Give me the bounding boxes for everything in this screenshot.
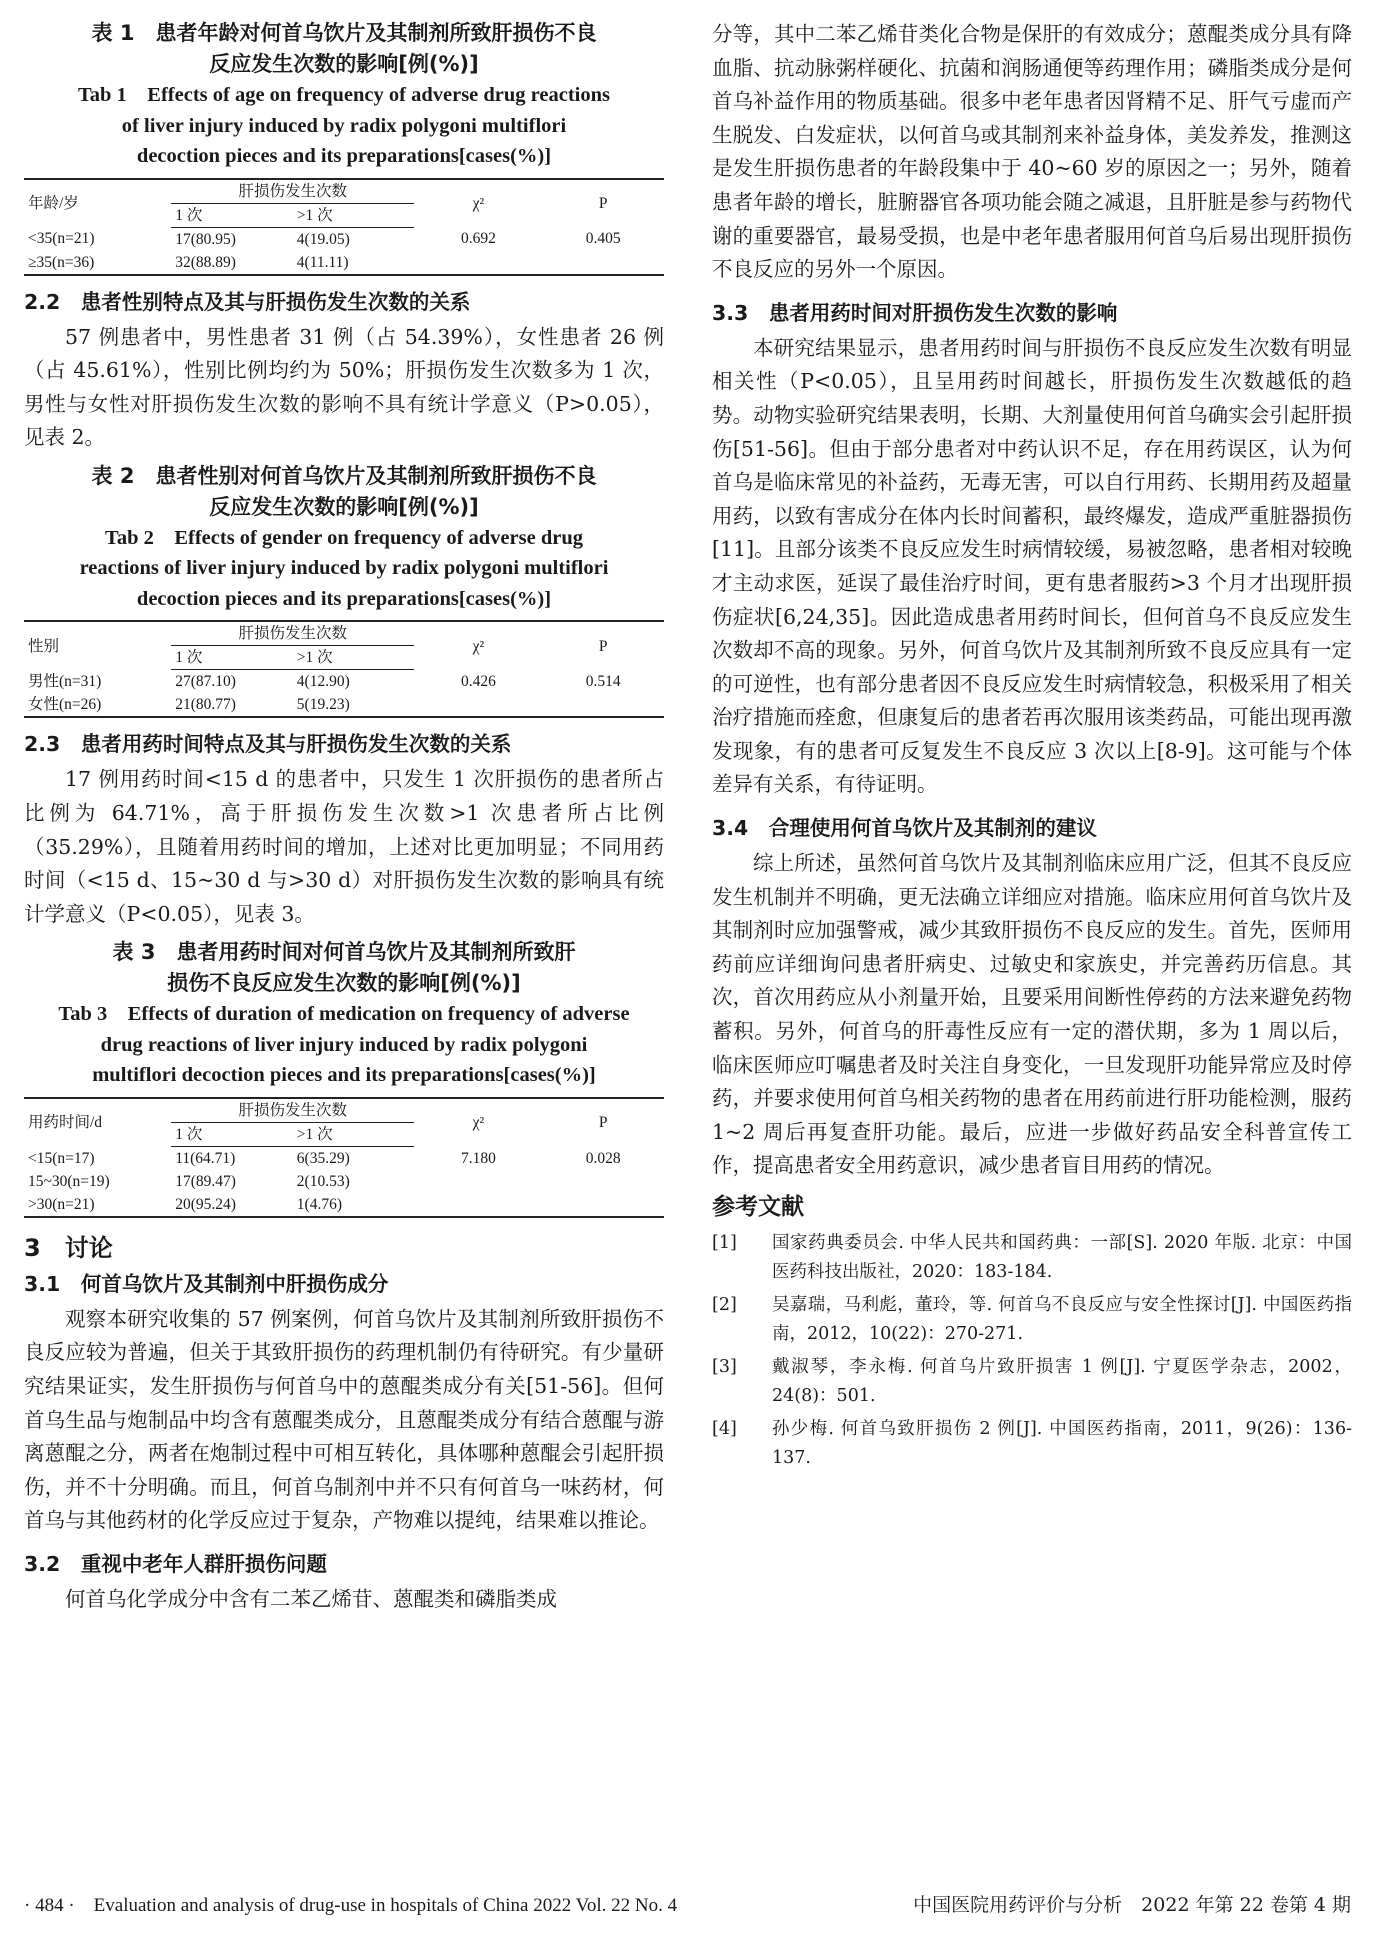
table3-header-span: 肝损伤发生次数 <box>171 1098 414 1123</box>
table1-header-2: >1 次 <box>293 203 415 227</box>
reference-number: [1] <box>712 1233 737 1253</box>
table-cell <box>414 251 542 275</box>
section-3-heading: 3 讨论 <box>24 1233 113 1262</box>
table2-caption-en-2: reactions of liver injury induced by radix polygoni multiflori <box>79 557 609 580</box>
table-cell <box>542 1170 664 1193</box>
table1-header-group: 年龄/岁 <box>24 179 171 228</box>
section-3-4-paragraph: 综上所述，虽然何首乌饮片及其制剂临床应用广泛，但其不良反应发生机制并不明确，更无法确立详细应对措施。临床应用何首乌饮片及其制剂时应加强警戒，减少其致肝损伤不良反应的发生。首先，医师用药前应详细询问患者肝病史、过敏史和家族史，并完善药历信息。其次，首次用药应从小剂量开始，且要采用间断性停药的方法来避免药物蓄积。另外，何首乌的肝毒性反应有一定的潜伏期，多为 1 周以后，临床医师应叮嘱患者及时关注自身变化，一旦发现肝功能异常应及时停药，并要求使用何首乌相关药物的患者在用药前进行肝功能检测，服药 1~2 周后再复查肝功能。最后，应进一步做好药品安全科普宣传工作，提高患者安全用药意识，减少患者盲目用药的情况。 <box>712 851 1352 1178</box>
table3-block <box>24 937 664 1218</box>
table-cell: 1(4.76) <box>293 1193 415 1217</box>
table3-caption-en-1: Tab 3 Effects of duration of medication on frequency of adverse <box>58 1003 630 1026</box>
table2-caption-en-3: decoction pieces and its preparations[cases(%)] <box>136 587 552 610</box>
table2-header-group: 性别 <box>24 621 171 670</box>
section-3-3-heading: 3.3 患者用药时间对肝损伤发生次数的影响 <box>712 300 1118 325</box>
table-cell: 20(95.24) <box>171 1193 293 1217</box>
table3-header-group: 用药时间/d <box>24 1098 171 1147</box>
table2-header-2: >1 次 <box>293 646 415 670</box>
reference-number: [3] <box>712 1357 737 1377</box>
table3-caption-cn-2: 损伤不良反应发生次数的影响[例(%)] <box>167 971 521 996</box>
section-2-3-paragraph: 17 例用药时间<15 d 的患者中，只发生 1 次肝损伤的患者所占比例为 64.71%，高于肝损伤发生次数>1 次患者所占比例（35.29%），且随着用药时间的增加，上述对比更加明显；不同用药时间（<15 d、15~30 d 与>30 d）对肝损伤发生次数的影响具有统计学意义（P<0.05），见表 3。 <box>24 767 664 926</box>
table-row <box>24 1146 664 1170</box>
table-cell <box>414 693 542 717</box>
table-cell: 27(87.10) <box>175 673 236 691</box>
table-cell: 4(11.11) <box>293 251 415 275</box>
table-row <box>24 693 664 717</box>
references-heading: 参考文献 <box>712 1194 804 1220</box>
table-cell: 0.692 <box>460 230 496 248</box>
table-cell: ≥35(n=36) <box>24 251 171 275</box>
table1-header-p: P <box>542 179 664 228</box>
section-3-1-heading: 3.1 何首乌饮片及其制剂中肝损伤成分 <box>24 1271 389 1296</box>
table-cell: 2(10.53) <box>296 1172 350 1190</box>
table3-caption-en-3: multiflori decoction pieces and its preparations[cases(%)] <box>92 1064 596 1087</box>
reference-item <box>712 1229 1352 1287</box>
section-2-2-heading: 2.2 患者性别特点及其与肝损伤发生次数的关系 <box>24 289 471 314</box>
table-cell: 17(80.95) <box>175 230 236 248</box>
page-footer <box>24 1890 1351 1920</box>
reference-number: [2] <box>712 1295 737 1315</box>
table-cell: 0.426 <box>460 673 496 691</box>
footer-journal-en: · 484 · Evaluation and analysis of drug-use in hospitals of China 2022 Vol. 22 No. 4 <box>24 1895 678 1916</box>
table-cell: 11(64.71) <box>175 1149 236 1167</box>
section-3-2-paragraph-cont: 分等，其中二苯乙烯苷类化合物是保肝的有效成分；蒽醌类成分具有降血脂、抗动脉粥样硬化、抗菌和润肠通便等药理作用；磷脂类成分是何首乌补益作用的物质基础。很多中老年患者因肾精不足、肝气亏虚而产生脱发、白发症状，以何首乌或其制剂来补益身体，美发养发，推测这是发生肝损伤患者的年龄段集中于 40~60 岁的原因之一；另外，随着患者年龄的增长，脏腑器官各项功能会随之减退，且肝脏是参与药物代谢的重要器官，最易受损，也是中老年患者服用何首乌后易出现肝损伤不良反应的另外一个原因。 <box>712 22 1352 282</box>
table1-caption-cn-1: 表 1 患者年龄对何首乌饮片及其制剂所致肝损伤不良 <box>91 21 597 45</box>
table-cell <box>542 251 664 275</box>
table-row <box>24 1170 664 1193</box>
table-cell: 0.028 <box>585 1149 621 1167</box>
table-cell: 32(88.89) <box>171 251 293 275</box>
table-cell: 17(89.47) <box>175 1172 236 1190</box>
table1-caption-en-2: of liver injury induced by radix polygoni multiflori <box>121 114 567 137</box>
reference-text: 国家药典委员会. 中华人民共和国药典：一部[S]. 2020 年版. 北京：中国医药科技出版社，2020：183-184. <box>772 1233 1352 1282</box>
table-cell: 7.180 <box>460 1149 496 1167</box>
table1-block <box>24 18 664 276</box>
table-cell: 21(80.77) <box>171 693 293 717</box>
references-list <box>712 1229 1352 1473</box>
table-cell: 4(12.90) <box>296 673 350 691</box>
section-2-3-heading: 2.3 患者用药时间特点及其与肝损伤发生次数的关系 <box>24 732 512 757</box>
right-column <box>712 18 1352 1477</box>
table-cell <box>414 1193 542 1217</box>
table2-header-p: P <box>542 621 664 670</box>
table1-header-1: 1 次 <box>171 203 293 227</box>
section-3-2-heading: 3.2 重视中老年人群肝损伤问题 <box>24 1552 327 1576</box>
table-cell: 15~30(n=19) <box>28 1172 110 1190</box>
table2-block <box>24 461 664 719</box>
table-row <box>24 1193 664 1217</box>
reference-item <box>712 1415 1352 1473</box>
table-cell: 0.405 <box>585 230 621 248</box>
footer-journal-cn: 中国医院用药评价与分析 2022 年第 22 卷第 4 期 <box>913 1894 1351 1916</box>
table2-caption-en-1: Tab 2 Effects of gender on frequency of adverse drug <box>105 526 583 549</box>
table2 <box>24 620 664 718</box>
table-cell <box>414 1170 542 1193</box>
table1-header-span: 肝损伤发生次数 <box>171 179 414 204</box>
table-cell: <35(n=21) <box>28 230 95 248</box>
table-cell: 5(19.23) <box>293 693 415 717</box>
reference-item <box>712 1353 1352 1411</box>
table2-caption-cn-2: 反应发生次数的影响[例(%)] <box>209 494 479 519</box>
table1 <box>24 178 664 276</box>
table1-caption-en-3: decoction pieces and its preparations[cases(%)] <box>136 145 552 167</box>
table-cell <box>542 693 664 717</box>
table-cell <box>542 1193 664 1217</box>
table1-caption-en-1: Tab 1 Effects of age on frequency of adverse drug reactions <box>77 84 610 106</box>
table2-header-span: 肝损伤发生次数 <box>171 621 414 646</box>
table1-header-chi: χ² <box>414 179 542 228</box>
table-cell: >30(n=21) <box>24 1193 171 1217</box>
section-3-2-paragraph-start: 何首乌化学成分中含有二苯乙烯苷、蒽醌类和磷脂类成 <box>65 1587 557 1611</box>
table3-header-p: P <box>542 1098 664 1147</box>
table1-caption-cn-2: 反应发生次数的影响[例(%)] <box>209 52 479 76</box>
table2-header-1: 1 次 <box>171 646 293 670</box>
table2-header-chi: χ² <box>414 621 542 670</box>
table2-caption-cn-1: 表 2 患者性别对何首乌饮片及其制剂所致肝损伤不良 <box>91 463 597 488</box>
table3-header-1: 1 次 <box>171 1122 293 1146</box>
table-cell: 女性(n=26) <box>24 693 171 717</box>
reference-text: 戴淑琴，李永梅. 何首乌片致肝损害 1 例[J]. 宁夏医学杂志，2002，24(8)：501. <box>772 1357 1352 1406</box>
table3-caption-cn-1: 表 3 患者用药时间对何首乌饮片及其制剂所致肝 <box>112 940 576 965</box>
section-3-1-paragraph: 观察本研究收集的 57 例案例，何首乌饮片及其制剂所致肝损伤不良反应较为普遍，但关于其致肝损伤的药理机制仍有待研究。有少量研究结果证实，发生肝损伤与何首乌中的蒽醌类成分有关[51-56]。但何首乌生品与炮制品中均含有蒽醌类成分，且蒽醌类成分有结合蒽醌与游离蒽醌之分，两者在炮制过程中可相互转化，具体哪种蒽醌会引起肝损伤，并不十分明确。而且，何首乌制剂中并不只有何首乌一味药材，何首乌与其他药材的化学反应过于复杂，产物难以提纯，结果难以推论。 <box>24 1306 664 1533</box>
section-3-3-paragraph: 本研究结果显示，患者用药时间与肝损伤不良反应发生次数有明显相关性（P<0.05），且呈用药时间越长，肝损伤发生次数越低的趋势。动物实验研究结果表明，长期、大剂量使用何首乌确实会引起肝损伤[51-56]。但由于部分患者对中药认识不足，存在用药误区，认为何首乌是临床常见的补益药，无毒无害，可以自行用药、长期用药及超量用药，以致有害成分在体内长时间蓄积，最终爆发，造成严重脏器损伤[11]。且部分该类不良反应发生时病情较缓，易被忽略，患者相对较晚才主动求医，延误了最佳治疗时间，更有患者服药>3 个月才出现肝损伤症状[6,24,35]。因此造成患者用药时间长，但何首乌不良反应发生次数却不高的现象。另外，何首乌饮片及其制剂所致不良反应具有一定的可逆性，也有部分患者因不良反应发生时病情较急，积极采用了相关治疗措施而痊愈，但康复后的患者若再次服用该类药品，可能出现再激发现象，有的患者可反复发生不良反应 3 次以上[8-9]。这可能与个体差异有关系，有待证明。 <box>712 335 1352 797</box>
table-cell: 0.514 <box>585 673 621 691</box>
table-row <box>24 670 664 694</box>
reference-text: 孙少梅. 何首乌致肝损伤 2 例[J]. 中国医药指南，2011，9(26)：136-137. <box>772 1419 1352 1468</box>
table3-header-2: >1 次 <box>293 1122 415 1146</box>
table3 <box>24 1097 664 1218</box>
reference-text: 吴嘉瑞，马利彪，董玲，等. 何首乌不良反应与安全性探讨[J]. 中国医药指南，2012，10(22)：270-271. <box>772 1295 1352 1344</box>
table-cell: 男性(n=31) <box>28 673 102 691</box>
table3-header-chi: χ² <box>414 1098 542 1147</box>
table-cell: <15(n=17) <box>28 1149 95 1167</box>
left-column <box>24 18 664 1617</box>
table3-caption-en-2: drug reactions of liver injury induced by radix polygoni <box>100 1033 588 1056</box>
table-row <box>24 227 664 251</box>
section-2-2-paragraph: 57 例患者中，男性患者 31 例（占 54.39%），女性患者 26 例（占 45.61%），性别比例均约为 50%；肝损伤发生次数多为 1 次，男性与女性对肝损伤发生次数的影响不具有统计学意义（P>0.05），见表 2。 <box>24 324 664 450</box>
table-cell: 4(19.05) <box>296 230 350 248</box>
section-3-4-heading: 3.4 合理使用何首乌饮片及其制剂的建议 <box>712 816 1097 841</box>
reference-number: [4] <box>712 1419 737 1439</box>
reference-item <box>712 1291 1352 1349</box>
table-row <box>24 251 664 275</box>
table-cell: 6(35.29) <box>296 1149 350 1167</box>
